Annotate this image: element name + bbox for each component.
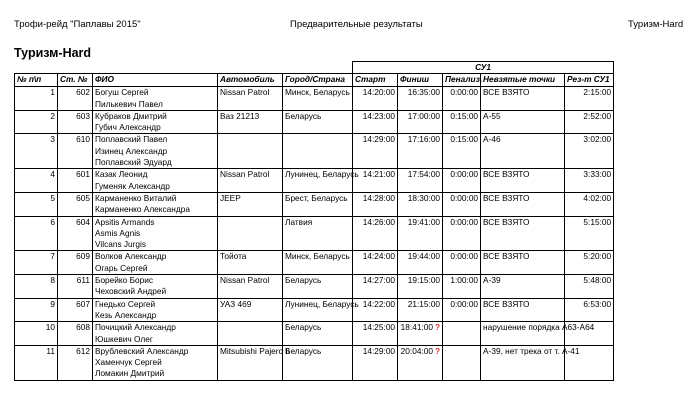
table-row <box>15 87 614 111</box>
question-mark-icon: ? <box>434 345 441 356</box>
crew-names <box>93 298 218 322</box>
row-number: 11 <box>15 345 58 380</box>
start-time: 14:29:00 <box>353 134 398 169</box>
start-time: 14:20:00 <box>353 87 398 111</box>
crew-names <box>93 87 218 111</box>
finish-value: 19:44:00 <box>407 251 441 262</box>
finish-value: 16:35:00 <box>407 87 441 98</box>
missed-points: ВСЕ ВЗЯТО <box>481 298 565 322</box>
finish-value: 20:04:00 <box>400 345 433 356</box>
missed-points: ВСЕ ВЗЯТО <box>481 251 565 275</box>
car <box>218 216 283 251</box>
finish-time <box>398 134 443 169</box>
row-number: 7 <box>15 251 58 275</box>
crew-member: Кезь Александр <box>95 309 157 320</box>
table-row <box>15 298 614 322</box>
crew-member: Изинец Александр <box>95 145 168 156</box>
col-header-city: Город/Страна <box>283 74 353 87</box>
header-class: Туризм-Hard <box>628 19 684 30</box>
finish-value: 19:15:00 <box>407 275 441 286</box>
penalty: 0:00:00 <box>443 251 481 275</box>
car <box>218 134 283 169</box>
city: Брест, Беларусь <box>283 192 353 216</box>
row-number: 9 <box>15 298 58 322</box>
result: 5:15:00 <box>565 216 614 251</box>
table-row <box>15 322 614 346</box>
city: Минск, Беларусь <box>283 251 353 275</box>
car: Nissan Patrol <box>218 87 283 111</box>
crew-member: Хаменчук Сергей <box>95 357 162 368</box>
crew-member: Врублевский Александр <box>95 345 189 356</box>
penalty: 0:00:00 <box>443 298 481 322</box>
crew-member: Ломакин Дмитрий <box>95 368 165 379</box>
row-number: 1 <box>15 87 58 111</box>
start-number: 607 <box>58 298 93 322</box>
car: УАЗ 469 <box>218 298 283 322</box>
crew-names <box>93 216 218 251</box>
start-number: 604 <box>58 216 93 251</box>
crew-names <box>93 345 218 380</box>
start-time: 14:24:00 <box>353 251 398 275</box>
finish-time <box>398 110 443 134</box>
crew-member: Юшкевич Олег <box>95 333 153 344</box>
start-number: 603 <box>58 110 93 134</box>
start-time: 14:21:00 <box>353 169 398 193</box>
city: Беларусь <box>283 275 353 299</box>
result: 2:15:00 <box>565 87 614 111</box>
group-header-su1: СУ1 <box>353 62 614 74</box>
city: Лунинец, Беларусь <box>283 298 353 322</box>
missed-points: ВСЕ ВЗЯТО <box>481 169 565 193</box>
crew-names <box>93 192 218 216</box>
start-number: 612 <box>58 345 93 380</box>
penalty: 0:15:00 <box>443 110 481 134</box>
table-row <box>15 110 614 134</box>
city: Беларусь <box>283 110 353 134</box>
result: 5:48:00 <box>565 275 614 299</box>
finish-time <box>398 345 443 380</box>
question-mark-icon: ? <box>434 322 441 333</box>
city: Латвия <box>283 216 353 251</box>
col-header-missed-points: Невзятые точки <box>481 74 565 87</box>
group-header-spacer <box>15 62 353 74</box>
finish-time <box>398 251 443 275</box>
crew-member: Apsitis Armands <box>95 216 155 227</box>
crew-member: Богуш Сергей <box>95 87 149 98</box>
start-time: 14:28:00 <box>353 192 398 216</box>
start-time: 14:29:00 <box>353 345 398 380</box>
start-time: 14:23:00 <box>353 110 398 134</box>
crew-names <box>93 110 218 134</box>
result: 2:52:00 <box>565 110 614 134</box>
crew-member: Гнедько Сергей <box>95 298 156 309</box>
table-row <box>15 134 614 169</box>
row-number: 4 <box>15 169 58 193</box>
start-number: 609 <box>58 251 93 275</box>
city: Лунинец, Беларусь <box>283 169 353 193</box>
result: 6:53:00 <box>565 298 614 322</box>
penalty: 0:00:00 <box>443 192 481 216</box>
city: Беларусь <box>283 345 353 380</box>
crew-names <box>93 251 218 275</box>
penalty <box>443 345 481 380</box>
missed-points: ВСЕ ВЗЯТО <box>481 192 565 216</box>
penalty: 1:00:00 <box>443 275 481 299</box>
crew-member: Борейко Борис <box>95 275 154 286</box>
start-time: 14:26:00 <box>353 216 398 251</box>
city: Минск, Беларусь <box>283 87 353 111</box>
crew-member: Огарь Сергей <box>95 262 148 273</box>
missed-points: нарушение порядка A63-A64 <box>481 322 565 346</box>
finish-time <box>398 298 443 322</box>
crew-names <box>93 134 218 169</box>
missed-points: ВСЕ ВЗЯТО <box>481 216 565 251</box>
row-number: 6 <box>15 216 58 251</box>
missed-points: ВСЕ ВЗЯТО <box>481 87 565 111</box>
missed-points: A-39, нет трека от т. A-41 <box>481 345 565 380</box>
crew-member: Волков Александр <box>95 251 167 262</box>
crew-names <box>93 169 218 193</box>
start-time: 14:25:00 <box>353 322 398 346</box>
start-number: 610 <box>58 134 93 169</box>
city <box>283 134 353 169</box>
col-header-number: № п\п <box>15 74 58 87</box>
start-number: 608 <box>58 322 93 346</box>
result: 4:02:00 <box>565 192 614 216</box>
row-number: 10 <box>15 322 58 346</box>
penalty: 0:00:00 <box>443 216 481 251</box>
penalty: 0:00:00 <box>443 169 481 193</box>
penalty: 0:00:00 <box>443 87 481 111</box>
finish-value: 21:15:00 <box>407 298 441 309</box>
row-number: 3 <box>15 134 58 169</box>
finish-value: 19:41:00 <box>407 216 441 227</box>
start-number: 601 <box>58 169 93 193</box>
crew-member: Губич Александр <box>95 122 161 133</box>
col-header-start-number: Ст. № <box>58 74 93 87</box>
result: 3:33:00 <box>565 169 614 193</box>
crew-member: Казак Леонид <box>95 169 148 180</box>
finish-time <box>398 275 443 299</box>
row-number: 8 <box>15 275 58 299</box>
car: Nissan Patrol <box>218 275 283 299</box>
finish-value: 18:30:00 <box>407 192 441 203</box>
crew-member: Чеховский Андрей <box>95 286 167 297</box>
row-number: 2 <box>15 110 58 134</box>
table-row <box>15 216 614 251</box>
start-time: 14:22:00 <box>353 298 398 322</box>
col-header-start: Старт <box>353 74 398 87</box>
crew-member: Asmis Agnis <box>95 227 141 238</box>
penalty <box>443 322 481 346</box>
start-time: 14:27:00 <box>353 275 398 299</box>
table-row <box>15 345 614 380</box>
missed-points: A-46 <box>481 134 565 169</box>
col-header-penalty: Пенализ. <box>443 74 481 87</box>
car: Ваз 21213 <box>218 110 283 134</box>
finish-time <box>398 216 443 251</box>
crew-member: Карманенко Виталий <box>95 192 177 203</box>
missed-points: A-39 <box>481 275 565 299</box>
crew-member: Кубраков Дмитрий <box>95 110 167 121</box>
result: 5:20:00 <box>565 251 614 275</box>
crew-names <box>93 322 218 346</box>
row-number: 5 <box>15 192 58 216</box>
crew-member: Поплавский Эдуард <box>95 157 172 168</box>
table-row <box>15 192 614 216</box>
crew-member: Карманенко Александра <box>95 204 190 215</box>
finish-time <box>398 87 443 111</box>
header-event: Трофи-рейд "Паплавы 2015" <box>14 19 141 30</box>
car: Тойота <box>218 251 283 275</box>
finish-value: 17:54:00 <box>407 169 441 180</box>
crew-member: Пилькевич Павел <box>95 98 163 109</box>
page-title: Туризм-Hard <box>14 46 92 60</box>
start-number: 611 <box>58 275 93 299</box>
col-header-fio: ФИО <box>93 74 218 87</box>
crew-member: Поплавский Павел <box>95 134 168 145</box>
table-row <box>15 275 614 299</box>
crew-member: Почицкий Александр <box>95 322 176 333</box>
car: Nissan Patrol <box>218 169 283 193</box>
col-header-finish: Финиш <box>398 74 443 87</box>
city: Беларусь <box>283 322 353 346</box>
finish-time <box>398 322 443 346</box>
car: Mitsubishi Pajero II <box>218 345 283 380</box>
table-row <box>15 251 614 275</box>
table-row <box>15 169 614 193</box>
result: 3:02:00 <box>565 134 614 169</box>
crew-names <box>93 275 218 299</box>
finish-time <box>398 169 443 193</box>
start-number: 605 <box>58 192 93 216</box>
start-number: 602 <box>58 87 93 111</box>
crew-member: Гуменяк Александр <box>95 180 170 191</box>
finish-time <box>398 192 443 216</box>
finish-value: 17:00:00 <box>407 110 441 121</box>
finish-value: 17:16:00 <box>407 134 441 145</box>
penalty: 0:15:00 <box>443 134 481 169</box>
car: JEEP <box>218 192 283 216</box>
missed-points: A-55 <box>481 110 565 134</box>
crew-member: Vilcans Jurgis <box>95 239 147 250</box>
finish-value: 18:41:00 <box>400 322 433 333</box>
results-table <box>14 61 614 381</box>
car <box>218 322 283 346</box>
col-header-car: Автомобиль <box>218 74 283 87</box>
col-header-result: Рез-т СУ1 <box>565 74 614 87</box>
header-status: Предварительные результаты <box>290 19 423 30</box>
